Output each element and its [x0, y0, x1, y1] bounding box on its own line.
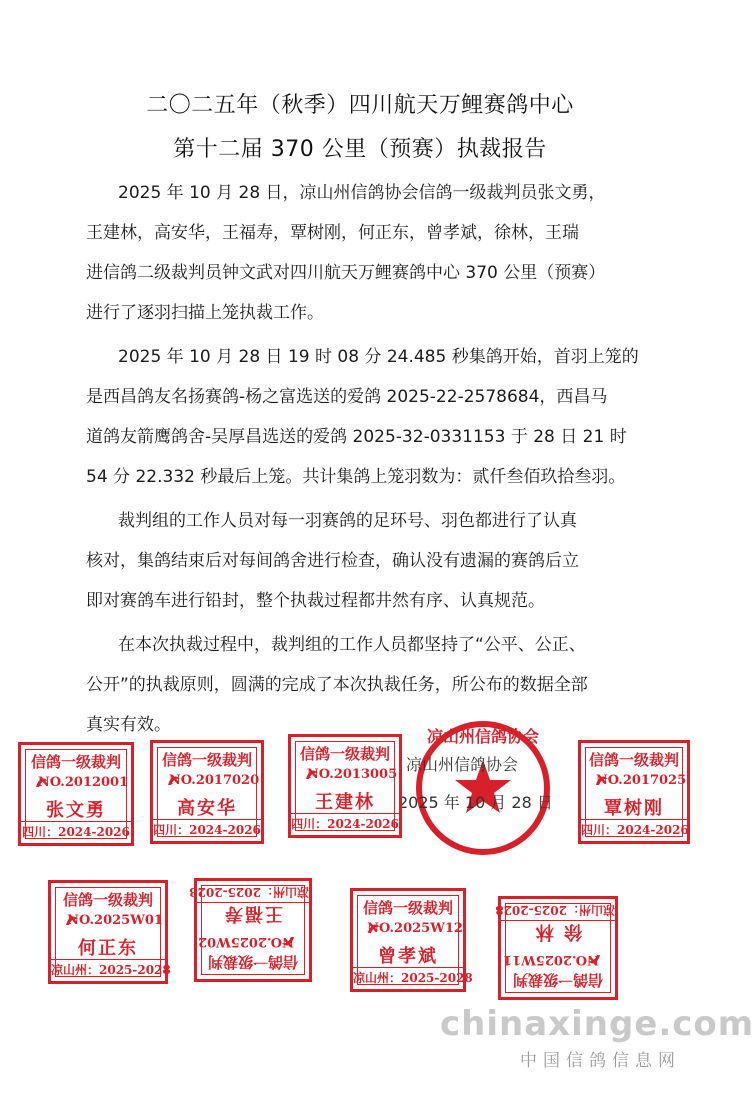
stamp-validity: 凉山州：2025-2028 — [197, 884, 309, 903]
stamp-title: 信鸽一级裁判 — [513, 971, 604, 989]
stamp-name: 覃树刚 — [604, 798, 664, 819]
stamp-number: NO.2025W02 — [198, 934, 294, 949]
referee-stamp-xu-lin — [495, 896, 618, 1000]
referee-stamp-wang-jianlin — [288, 734, 402, 838]
seal-text: 凉山州信鸽协会 — [426, 727, 540, 746]
report-title-line-1: 二〇二五年（秋季）四川航天万鲤赛鸽中心 — [146, 93, 574, 118]
stamp-name: 王建林 — [315, 792, 375, 813]
stamp-name: 曾孝斌 — [378, 946, 438, 967]
para3-line-3: 即对赛鸽车进行铅封，整个执裁过程都井然有序、认真规范。 — [86, 591, 545, 611]
referee-stamp-zeng-xiaobin — [350, 888, 473, 992]
stamp-validity: 凉山州：2025-2028 — [51, 959, 165, 978]
stamp-number: NO.2012001 — [37, 775, 129, 790]
stamp-number: NO.2025W01 — [67, 913, 163, 928]
referee-stamp-gao-anhua — [150, 740, 264, 844]
stamp-title: 信鸽一级裁判 — [30, 753, 121, 771]
stamp-title: 信鸽一级裁判 — [299, 745, 390, 763]
referee-stamp-zhang-wenyong — [18, 742, 134, 846]
para3-line-2: 核对，集鸽结束后对每间鸽舍进行检查，确认没有遗漏的赛鸽后立 — [86, 551, 579, 571]
para1-line-3: 进信鸽二级裁判员钟文武对四川航天万鲤赛鸽中心 370 公里（预赛） — [86, 263, 606, 283]
stamp-validity: 凉山州：2025-2028 — [501, 902, 615, 921]
stamp-number: NO.2013005 — [306, 767, 398, 782]
referee-stamp-wang-fushou — [189, 878, 312, 982]
para4-line-3: 真实有效。 — [86, 715, 171, 735]
report-title-line-2: 第十二届 370 公里（预赛）执裁报告 — [173, 137, 547, 162]
para2-line-3: 道鸽友箭鹰鸽舍-吴厚昌选送的爱鸽 2025-32-0331153 于 28 日 21 时 — [86, 427, 627, 447]
referee-stamp-tan-shugang — [578, 740, 690, 844]
stamp-number: NO.2025W12 — [367, 921, 463, 936]
stamp-validity: 四川：2024-2026 — [291, 813, 399, 832]
signing-organization: 凉山州信鸽协会 — [406, 755, 519, 774]
para2-line-4: 54 分 22.332 秒最后上笼。共计集鸽上笼羽数为：贰仟叁佰玖拾叁羽。 — [86, 467, 626, 487]
watermark-site-name: 中国信鸽信息网 — [520, 1051, 681, 1071]
stamp-number: NO.2017025 — [595, 773, 687, 788]
stamp-number: NO.2025W11 — [503, 952, 599, 967]
referee-stamp-he-zhengdong — [48, 880, 171, 984]
stamp-name: 高安华 — [177, 798, 237, 819]
stamp-name: 王福寿 — [223, 903, 283, 924]
stamp-title: 信鸽一级裁判 — [208, 953, 299, 971]
stamp-title: 信鸽一级裁判 — [588, 751, 679, 769]
para3-line-1: 裁判组的工作人员对每一羽赛鸽的足环号、羽色都进行了认真 — [118, 511, 577, 531]
stamp-title: 信鸽一级裁判 — [362, 899, 453, 917]
para1-line-1: 2025 年 10 月 28 日，凉山州信鸽协会信鸽一级裁判员张文勇， — [118, 183, 606, 203]
para4-line-1: 在本次执裁过程中，裁判组的工作人员都坚持了“公平、公正、 — [118, 635, 586, 655]
stamp-validity: 四川：2024-2026 — [21, 821, 131, 840]
stamp-number: NO.2017020 — [168, 773, 260, 788]
para1-line-2: 王建林，高安华，王福寿，覃树刚，何正东，曾孝斌，徐林，王瑞 — [86, 223, 579, 243]
association-seal — [413, 718, 553, 858]
stamp-name: 徐 林 — [533, 921, 583, 942]
para2-line-2: 是西昌鸽友名扬赛鸽-杨之富选送的爱鸽 2025-22-2578684，西昌马 — [86, 387, 608, 407]
stamp-validity: 凉山州：2025-2028 — [353, 967, 463, 986]
stamp-name: 张文勇 — [46, 800, 106, 821]
stamp-title: 信鸽一级裁判 — [161, 751, 252, 769]
stamp-validity: 四川：2024-2026 — [153, 819, 261, 838]
para1-line-4: 进行了逐羽扫描上笼执裁工作。 — [86, 303, 324, 323]
signing-date: 2025 年 10 月 28 日 — [398, 793, 553, 812]
watermark-url: chinaxinge.com — [440, 1004, 754, 1044]
stamp-title: 信鸽一级裁判 — [62, 891, 153, 909]
para4-line-2: 公开”的执裁原则，圆满的完成了本次执裁任务，所公布的数据全部 — [86, 675, 588, 695]
para2-line-1: 2025 年 10 月 28 日 19 时 08 分 24.485 秒集鸽开始，首羽上笼的 — [118, 347, 639, 367]
stamp-name: 何正东 — [78, 938, 138, 959]
stamp-validity: 四川：2024-2026 — [581, 819, 687, 838]
